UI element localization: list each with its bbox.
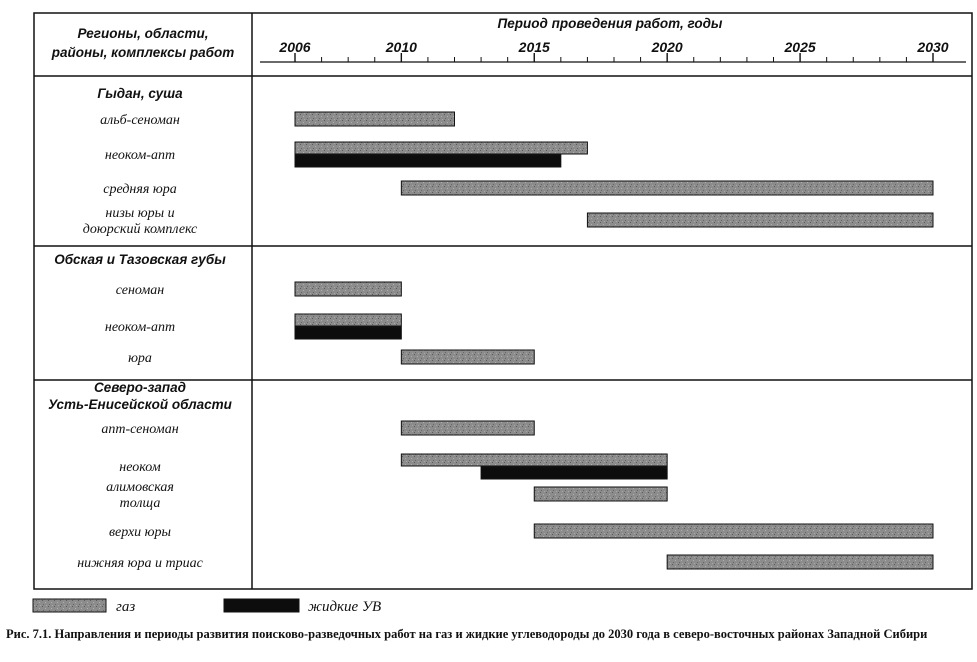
row-label: доюрский комплекс (82, 222, 198, 237)
row-label: апт-сеноман (101, 422, 179, 437)
group-title: Гыдан, суша (97, 86, 183, 101)
row-label: низы юры и (105, 206, 175, 221)
axis-tick-label: 2020 (651, 39, 683, 55)
figure-caption: Рис. 7.1. Направления и периоды развития поисково-разведочных работ на газ и жидкие углеводороды до 2030 года в северо-восточных районах Западной Сибири (6, 627, 928, 641)
row-labels (48, 86, 233, 571)
legend (33, 599, 381, 615)
gas-bar (401, 350, 534, 364)
header-left-title: Регионы, области, (77, 26, 209, 41)
row-label: средняя юра (103, 182, 177, 197)
row-label: неоком (119, 460, 161, 475)
group-title: Обская и Тазовская губы (54, 252, 226, 267)
group-title: Усть-Енисейской области (48, 397, 232, 412)
axis-tick-label: 2025 (784, 39, 816, 55)
gas-bar (401, 454, 667, 466)
axis-tick-label: 2006 (279, 39, 311, 55)
row-label: юра (128, 351, 152, 366)
axis-tick-label: 2030 (917, 39, 949, 55)
axis-tick-label: 2015 (518, 39, 550, 55)
gas-bar (295, 112, 455, 126)
gas-bar (534, 487, 667, 501)
gas-bar (667, 555, 933, 569)
gas-bar (587, 213, 933, 227)
gas-bar (401, 421, 534, 435)
gas-bar (534, 524, 933, 538)
row-label: нижняя юра и триас (77, 556, 203, 571)
row-label: неоком-апт (104, 148, 176, 163)
gas-bar (295, 314, 401, 326)
header-right-title: Период проведения работ, годы (497, 16, 723, 31)
row-label: альб-сеноман (100, 113, 180, 128)
gas-bar (295, 282, 401, 296)
liquid-bar (295, 327, 401, 339)
legend-gas-swatch (33, 599, 106, 612)
axis-tick-label: 2010 (385, 39, 417, 55)
gas-bar (401, 181, 933, 195)
row-label: толща (119, 496, 161, 511)
bars (295, 112, 933, 569)
legend-gas-label: газ (116, 599, 136, 615)
row-label: неоком-апт (104, 320, 176, 335)
row-label: сеноман (115, 283, 165, 298)
liquid-bar (481, 467, 667, 479)
row-label: верхи юры (108, 525, 172, 540)
time-axis (260, 39, 966, 62)
liquid-bar (295, 155, 561, 167)
legend-liquid-swatch (224, 599, 299, 612)
group-title: Северо-запад (93, 380, 187, 395)
gas-bar (295, 142, 587, 154)
header-left-title: районы, комплексы работ (51, 45, 235, 60)
row-label: алимовская (106, 480, 174, 495)
legend-liquid-label: жидкие УВ (308, 599, 382, 615)
